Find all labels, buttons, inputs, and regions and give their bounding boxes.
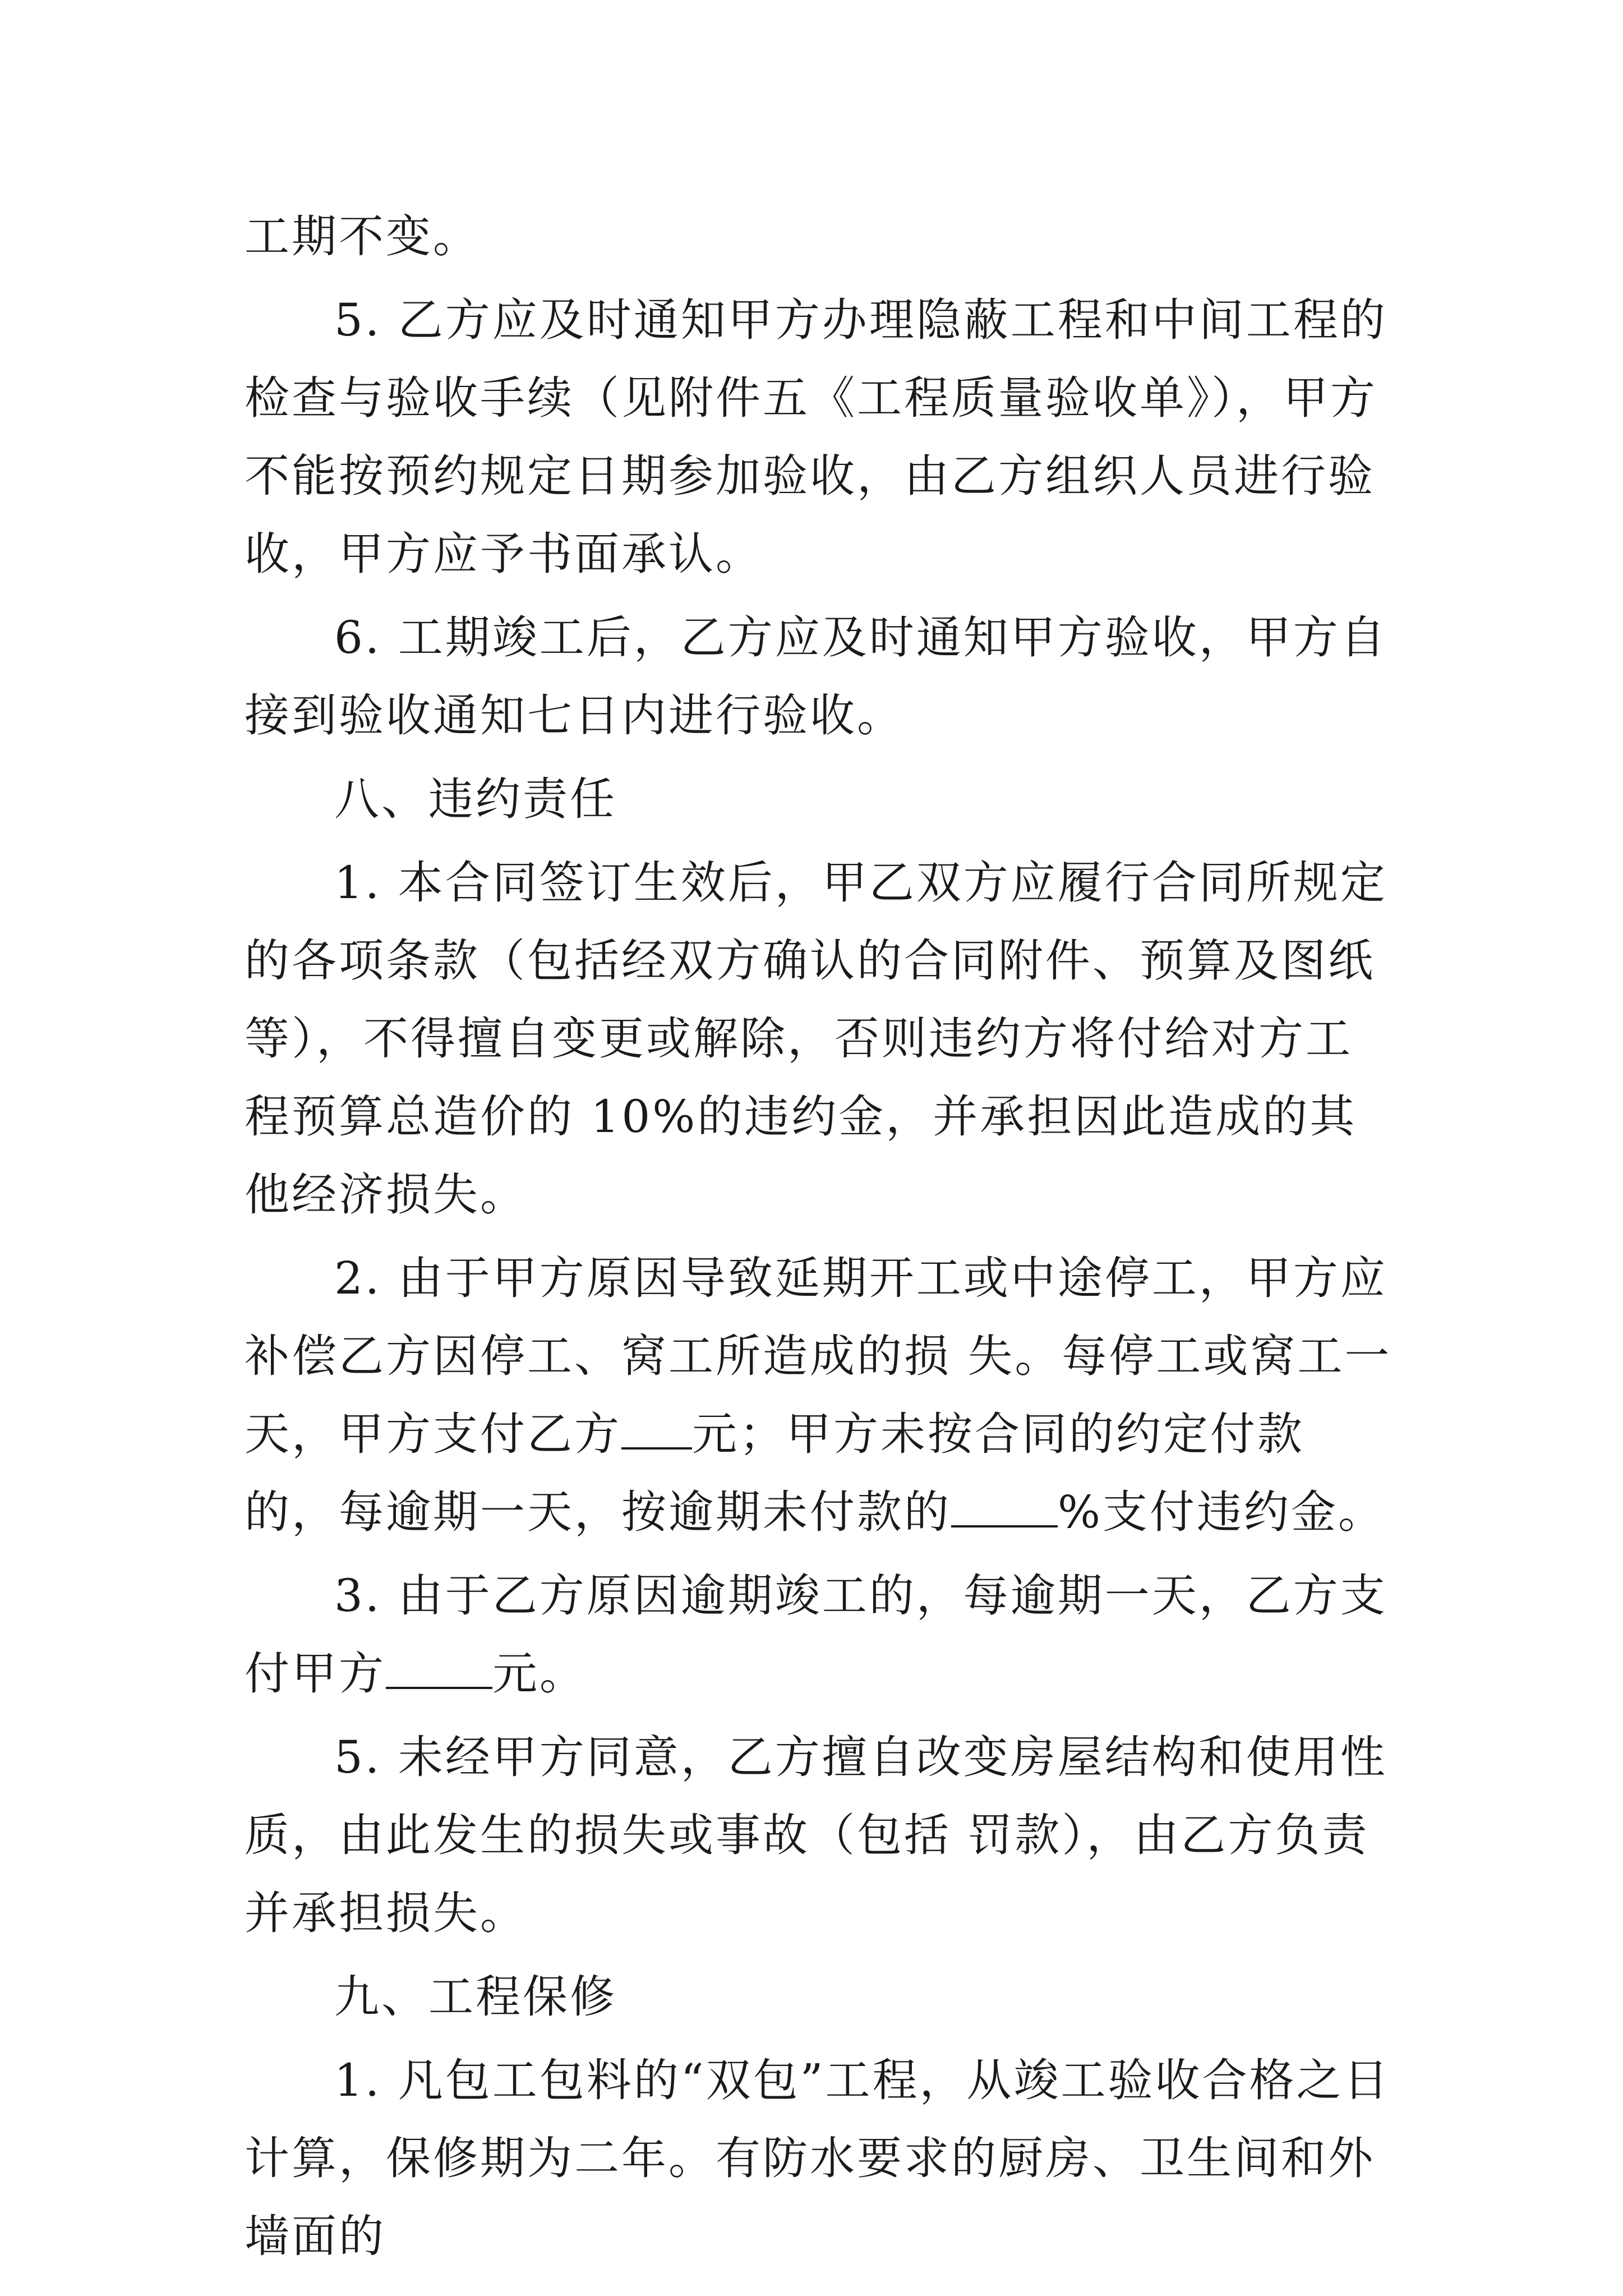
paragraph-breach-2 xyxy=(245,1239,1394,1551)
paragraph-warranty-1: 1. 凡包工包料的“双包”工程，从竣工验收合格之日计算，保修期为二年。有防水要求的厨房、卫生间和外墙面的 xyxy=(245,2054,1391,2262)
breach-2-text-c: %支付违约金。 xyxy=(1058,1486,1386,1538)
blank-daily-compensation xyxy=(621,1408,692,1450)
section-heading-warranty: 九、工程保修 xyxy=(334,1971,617,2023)
paragraph-breach-3 xyxy=(245,1557,1394,1713)
blank-delay-penalty xyxy=(386,1648,492,1689)
paragraph-clause-5: 5. 乙方应及时通知甲方办理隐蔽工程和中间工程的检查与验收手续（见附件五《工程质量验收单》），甲方不能按预约规定日期参加验收，由乙方组织人员进行验收，甲方应予书面承认。 xyxy=(245,294,1387,580)
breach-3-text-b: 元。 xyxy=(492,1648,587,1700)
breach-3-text-a: 3. 由于乙方原因逾期竣工的，每逾期一天，乙方支付甲方 xyxy=(245,1570,1387,1700)
breach-2-text-a: 2. 由于甲方原因导致延期开工或中途停工，甲方应补偿乙方因停工、窝工所造成的损 失。每停工或窝工一天，甲方支付乙方 xyxy=(245,1252,1392,1460)
paragraph-breach-1: 1. 本合同签订生效后，甲乙双方应履行合同所规定的各项条款（包括经双方确认的合同附件、预算及图纸等），不得擅自变更或解除，否则违约方将付给对方工程预算总造价的 10%的违约金，并承担因此造成的其他经济损失。 xyxy=(245,857,1387,1221)
blank-penalty-rate xyxy=(951,1486,1058,1527)
paragraph-clause-6: 6. 工期竣工后，乙方应及时通知甲方验收，甲方自接到验收通知七日内进行验收。 xyxy=(245,611,1387,742)
paragraph-breach-5: 5. 未经甲方同意，乙方擅自改变房屋结构和使用性质，由此发生的损失或事故（包括 罚款），由乙方负责并承担损失。 xyxy=(245,1731,1387,1939)
paragraph-continuation: 工期不变。 xyxy=(245,210,480,263)
document-body xyxy=(245,197,1394,2275)
section-heading-breach: 八、违约责任 xyxy=(334,773,617,825)
breach-2-text-b: 元；甲方未按合同的约定付款的，每逾期一天，按逾期未付款的 xyxy=(245,1408,1304,1538)
